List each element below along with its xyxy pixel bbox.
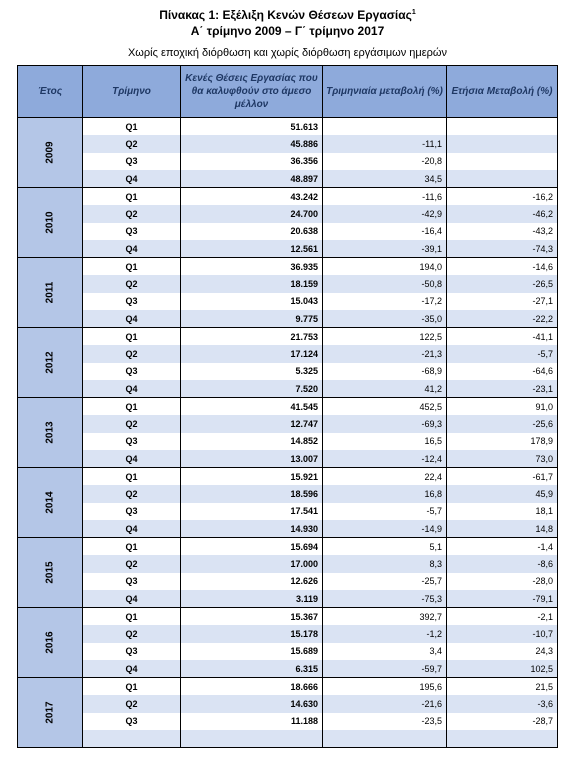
quarter-cell: Q1: [83, 468, 181, 486]
vacancies-cell: 18.159: [181, 275, 323, 293]
quarter-cell: Q4: [83, 520, 181, 538]
annual-change-cell: -16,2: [447, 188, 558, 206]
annual-change-cell: -2,1: [447, 608, 558, 626]
vacancies-cell: 12.561: [181, 240, 323, 258]
vacancies-cell: 15.921: [181, 468, 323, 486]
quarter-cell: Q2: [83, 135, 181, 153]
annual-change-cell: 73,0: [447, 450, 558, 468]
quarter-cell: Q4: [83, 450, 181, 468]
quarter-cell: Q4: [83, 310, 181, 328]
table-row: [18, 555, 558, 573]
quarter-cell: Q1: [83, 538, 181, 556]
year-cell: [18, 678, 83, 748]
quarter-cell: Q2: [83, 625, 181, 643]
quarterly-change-cell: -17,2: [323, 293, 447, 311]
year-label: 2014: [44, 491, 56, 514]
quarterly-change-cell: [323, 118, 447, 136]
annual-change-cell: -8,6: [447, 555, 558, 573]
annual-change-cell: -41,1: [447, 328, 558, 346]
vacancies-cell: 6.315: [181, 660, 323, 678]
quarter-cell: Q1: [83, 608, 181, 626]
vacancies-cell: 17.000: [181, 555, 323, 573]
vacancies-cell: 20.638: [181, 223, 323, 241]
quarterly-change-cell: 195,6: [323, 678, 447, 696]
table-row: [18, 433, 558, 451]
table-row: [18, 608, 558, 626]
vacancies-cell: 51.613: [181, 118, 323, 136]
quarter-cell: Q4: [83, 170, 181, 188]
table-row: [18, 328, 558, 346]
table-row: [18, 503, 558, 521]
year-label: 2012: [44, 351, 56, 374]
title-line-1: Πίνακας 1: Εξέλιξη Κενών Θέσεων Εργασίας: [159, 8, 412, 22]
quarterly-change-cell: 34,5: [323, 170, 447, 188]
quarterly-change-cell: -42,9: [323, 205, 447, 223]
year-cell: [18, 398, 83, 468]
vacancies-cell: 15.689: [181, 643, 323, 661]
quarterly-change-cell: 194,0: [323, 258, 447, 276]
annual-change-cell: -10,7: [447, 625, 558, 643]
vacancies-cell: 5.325: [181, 363, 323, 381]
annual-change-cell: -27,1: [447, 293, 558, 311]
table-row: [18, 590, 558, 608]
annual-change-cell: 45,9: [447, 485, 558, 503]
annual-change-cell: -5,7: [447, 345, 558, 363]
table-row: [18, 713, 558, 731]
year-cell: [18, 118, 83, 188]
quarter-cell: [83, 730, 181, 748]
year-cell: [18, 328, 83, 398]
quarterly-change-cell: 392,7: [323, 608, 447, 626]
year-cell: [18, 608, 83, 678]
vacancies-cell: 17.124: [181, 345, 323, 363]
quarterly-change-cell: 22,4: [323, 468, 447, 486]
annual-change-cell: 102,5: [447, 660, 558, 678]
vacancies-cell: 14.630: [181, 695, 323, 713]
quarter-cell: Q2: [83, 415, 181, 433]
year-label: 2016: [44, 631, 56, 654]
header-annual-change: Ετήσια Μεταβολή (%): [447, 66, 558, 118]
quarterly-change-cell: -16,4: [323, 223, 447, 241]
quarter-cell: Q3: [83, 153, 181, 171]
table-row: [18, 450, 558, 468]
annual-change-cell: 178,9: [447, 433, 558, 451]
quarter-cell: Q4: [83, 240, 181, 258]
quarter-cell: Q3: [83, 433, 181, 451]
table-row: [18, 468, 558, 486]
quarter-cell: Q2: [83, 205, 181, 223]
year-label: 2011: [44, 281, 56, 304]
quarter-cell: Q2: [83, 345, 181, 363]
annual-change-cell: -74,3: [447, 240, 558, 258]
quarter-cell: Q1: [83, 258, 181, 276]
header-vacancies: Κενές Θέσεις Εργασίας που θα καλυφθούν στο άμεσο μέλλον: [181, 66, 323, 118]
header-year: Έτος: [18, 66, 83, 118]
year-cell: [18, 538, 83, 608]
quarter-cell: Q3: [83, 503, 181, 521]
quarterly-change-cell: -75,3: [323, 590, 447, 608]
quarterly-change-cell: [323, 730, 447, 748]
table-row: [18, 363, 558, 381]
header-quarterly-change: Τριμηνιαία μεταβολή (%): [323, 66, 447, 118]
vacancies-table: [17, 65, 558, 748]
annual-change-cell: 18,1: [447, 503, 558, 521]
table-row: [18, 398, 558, 416]
vacancies-cell: 9.775: [181, 310, 323, 328]
year-label: 2009: [44, 141, 56, 164]
table-row: [18, 205, 558, 223]
annual-change-cell: -22,2: [447, 310, 558, 328]
vacancies-cell: 15.694: [181, 538, 323, 556]
table-body: [18, 118, 558, 748]
annual-change-cell: -14,6: [447, 258, 558, 276]
quarterly-change-cell: 8,3: [323, 555, 447, 573]
table-subtitle: Χωρίς εποχική διόρθωση και χωρίς διόρθωση εργάσιμων ημερών: [127, 47, 448, 59]
vacancies-cell: 48.897: [181, 170, 323, 188]
vacancies-cell: 12.626: [181, 573, 323, 591]
table-row: [18, 415, 558, 433]
quarterly-change-cell: 122,5: [323, 328, 447, 346]
header-quarter: Τρίμηνο: [83, 66, 181, 118]
annual-change-cell: [447, 135, 558, 153]
vacancies-cell: 45.886: [181, 135, 323, 153]
table-row: [18, 625, 558, 643]
annual-change-cell: 14,8: [447, 520, 558, 538]
year-label: 2015: [44, 561, 56, 584]
quarter-cell: Q2: [83, 555, 181, 573]
vacancies-cell: 41.545: [181, 398, 323, 416]
quarterly-change-cell: 5,1: [323, 538, 447, 556]
quarter-cell: Q1: [83, 328, 181, 346]
annual-change-cell: -23,1: [447, 380, 558, 398]
quarter-cell: Q1: [83, 118, 181, 136]
table-row: [18, 573, 558, 591]
vacancies-cell: [181, 730, 323, 748]
table-row: [18, 223, 558, 241]
vacancies-cell: 13.007: [181, 450, 323, 468]
annual-change-cell: 21,5: [447, 678, 558, 696]
quarterly-change-cell: -25,7: [323, 573, 447, 591]
quarterly-change-cell: 16,8: [323, 485, 447, 503]
quarter-cell: Q3: [83, 293, 181, 311]
quarterly-change-cell: -23,5: [323, 713, 447, 731]
annual-change-cell: [447, 170, 558, 188]
quarter-cell: Q2: [83, 695, 181, 713]
table-row: [18, 730, 558, 748]
table-row: [18, 380, 558, 398]
quarter-cell: Q3: [83, 643, 181, 661]
quarter-cell: Q2: [83, 275, 181, 293]
quarterly-change-cell: 16,5: [323, 433, 447, 451]
quarter-cell: Q1: [83, 398, 181, 416]
year-cell: [18, 258, 83, 328]
vacancies-cell: 24.700: [181, 205, 323, 223]
quarter-cell: Q2: [83, 485, 181, 503]
quarterly-change-cell: -39,1: [323, 240, 447, 258]
vacancies-cell: 15.043: [181, 293, 323, 311]
vacancies-cell: 11.188: [181, 713, 323, 731]
annual-change-cell: -3,6: [447, 695, 558, 713]
table-row: [18, 660, 558, 678]
year-cell: [18, 468, 83, 538]
annual-change-cell: -28,0: [447, 573, 558, 591]
quarterly-change-cell: -11,6: [323, 188, 447, 206]
annual-change-cell: -79,1: [447, 590, 558, 608]
annual-change-cell: -26,5: [447, 275, 558, 293]
annual-change-cell: -1,4: [447, 538, 558, 556]
quarterly-change-cell: 41,2: [323, 380, 447, 398]
quarterly-change-cell: -20,8: [323, 153, 447, 171]
quarter-cell: Q3: [83, 363, 181, 381]
quarterly-change-cell: -12,4: [323, 450, 447, 468]
table-row: [18, 678, 558, 696]
table-row: [18, 118, 558, 136]
quarterly-change-cell: -35,0: [323, 310, 447, 328]
header-row: [18, 66, 558, 118]
year-cell: [18, 188, 83, 258]
quarterly-change-cell: -14,9: [323, 520, 447, 538]
annual-change-cell: 91,0: [447, 398, 558, 416]
table-row: [18, 258, 558, 276]
quarter-cell: Q3: [83, 713, 181, 731]
table-row: [18, 188, 558, 206]
quarterly-change-cell: -69,3: [323, 415, 447, 433]
vacancies-cell: 36.935: [181, 258, 323, 276]
table-row: [18, 695, 558, 713]
quarterly-change-cell: -21,6: [323, 695, 447, 713]
table-row: [18, 538, 558, 556]
annual-change-cell: [447, 153, 558, 171]
vacancies-cell: 7.520: [181, 380, 323, 398]
vacancies-cell: 17.541: [181, 503, 323, 521]
table-row: [18, 153, 558, 171]
quarter-cell: Q4: [83, 590, 181, 608]
annual-change-cell: -43,2: [447, 223, 558, 241]
vacancies-cell: 3.119: [181, 590, 323, 608]
vacancies-cell: 15.367: [181, 608, 323, 626]
annual-change-cell: -28,7: [447, 713, 558, 731]
annual-change-cell: 24,3: [447, 643, 558, 661]
vacancies-cell: 14.930: [181, 520, 323, 538]
title-footnote-marker: 1: [411, 9, 416, 16]
annual-change-cell: [447, 730, 558, 748]
table-row: [18, 520, 558, 538]
quarter-cell: Q4: [83, 380, 181, 398]
quarterly-change-cell: -5,7: [323, 503, 447, 521]
table-row: [18, 310, 558, 328]
quarterly-change-cell: 3,4: [323, 643, 447, 661]
vacancies-cell: 15.178: [181, 625, 323, 643]
vacancies-cell: 36.356: [181, 153, 323, 171]
table-row: [18, 345, 558, 363]
annual-change-cell: -25,6: [447, 415, 558, 433]
annual-change-cell: -61,7: [447, 468, 558, 486]
vacancies-cell: 43.242: [181, 188, 323, 206]
table-row: [18, 275, 558, 293]
table-row: [18, 643, 558, 661]
quarter-cell: Q4: [83, 660, 181, 678]
table-row: [18, 485, 558, 503]
quarter-cell: Q3: [83, 223, 181, 241]
quarter-cell: Q3: [83, 573, 181, 591]
quarterly-change-cell: -68,9: [323, 363, 447, 381]
year-label: 2010: [44, 211, 56, 234]
year-label: 2017: [44, 701, 56, 724]
table-title: [0, 8, 575, 22]
annual-change-cell: -46,2: [447, 205, 558, 223]
quarter-cell: Q1: [83, 188, 181, 206]
quarterly-change-cell: -50,8: [323, 275, 447, 293]
quarterly-change-cell: -1,2: [323, 625, 447, 643]
table-row: [18, 135, 558, 153]
vacancies-cell: 18.596: [181, 485, 323, 503]
vacancies-cell: 14.852: [181, 433, 323, 451]
annual-change-cell: [447, 118, 558, 136]
table-row: [18, 170, 558, 188]
year-label: 2013: [44, 421, 56, 444]
vacancies-cell: 12.747: [181, 415, 323, 433]
table-period: Α΄ τρίμηνο 2009 – Γ΄ τρίμηνο 2017: [190, 24, 385, 38]
vacancies-cell: 21.753: [181, 328, 323, 346]
quarterly-change-cell: 452,5: [323, 398, 447, 416]
quarterly-change-cell: -21,3: [323, 345, 447, 363]
table-row: [18, 293, 558, 311]
quarter-cell: Q1: [83, 678, 181, 696]
annual-change-cell: -64,6: [447, 363, 558, 381]
quarterly-change-cell: -59,7: [323, 660, 447, 678]
vacancies-cell: 18.666: [181, 678, 323, 696]
table-row: [18, 240, 558, 258]
quarterly-change-cell: -11,1: [323, 135, 447, 153]
